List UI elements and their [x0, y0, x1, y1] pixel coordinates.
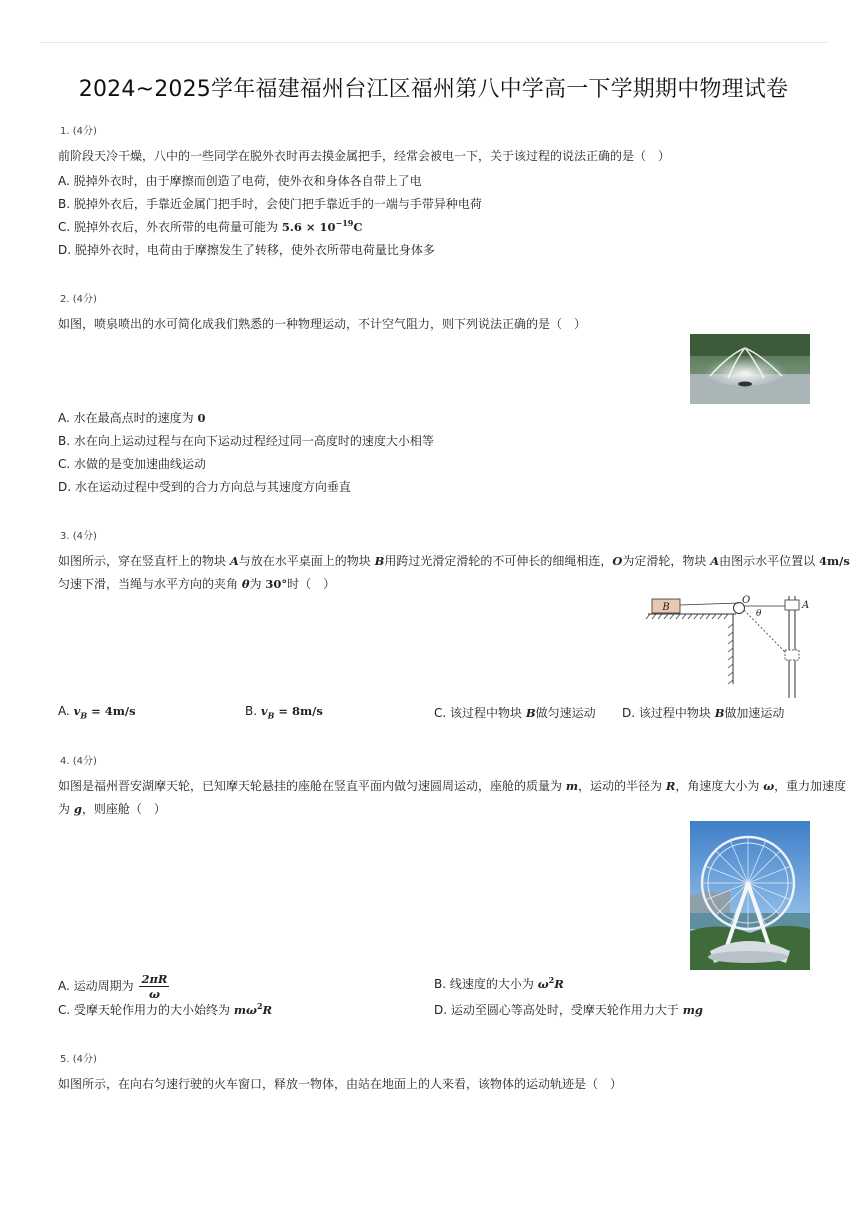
- question-number: 1.: [60, 126, 70, 137]
- diagram-label-o: O: [742, 595, 751, 606]
- question-3-stem-line-1: 如图所示，穿在竖直杆上的物块 A与放在水平桌面上的物块 B用跨过光滑定滑轮的不可伸长的细绳相连，O为定滑轮，物块 A由图示水平位置以 4m/s: [58, 554, 850, 568]
- q4-option-c[interactable]: C. 受摩天轮作用力的大小始终为 $m\omega^2R$: [58, 1001, 273, 1017]
- charge-value: 5.6 × 10: [281, 220, 336, 234]
- question-3-stem-line-2: 匀速下滑，当绳与水平方向的夹角 θ为 30°时（ ）: [58, 577, 336, 591]
- question-2-header: [60, 290, 97, 305]
- q3-option-d[interactable]: D. 该过程中物块 B做加速运动: [622, 706, 785, 720]
- q2-option-c[interactable]: C. 水做的是变加速曲线运动: [58, 457, 207, 471]
- ferris-wheel-photo: [690, 821, 810, 970]
- question-score: (4分): [72, 294, 97, 305]
- q3-option-b[interactable]: B. $v_B = 8m/s$: [245, 704, 323, 721]
- velocity-value: 0: [197, 411, 206, 425]
- q1-option-b[interactable]: B. 脱掉外衣后，手靠近金属门把手时，会使门把手靠近手的一端与手带异种电荷: [58, 197, 482, 211]
- q2-option-d[interactable]: D. 水在运动过程中受到的合力方向总与其速度方向垂直: [58, 480, 351, 494]
- diagram-label-b: B: [662, 602, 670, 613]
- question-4-stem-line-2: 为 g，则座舱（ ）: [58, 802, 166, 816]
- question-score: (4分): [72, 1054, 97, 1065]
- diagram-label-a: A: [802, 600, 810, 611]
- q1-option-a[interactable]: A. 脱掉外衣时，由于摩擦而创造了电荷，使外衣和身体各自带上了电: [58, 174, 422, 188]
- q4-option-b[interactable]: B. 线速度的大小为 $\omega^2R$: [434, 975, 564, 991]
- fountain-photo: [690, 334, 810, 404]
- question-number: 3.: [60, 531, 70, 542]
- question-4-header: [60, 752, 97, 767]
- q4-option-a[interactable]: A. 运动周期为 $\frac{2\pi R}{\omega}$: [58, 972, 168, 1001]
- question-number: 5.: [60, 1054, 70, 1065]
- q2-option-a[interactable]: [58, 409, 205, 426]
- question-score: (4分): [72, 756, 97, 767]
- question-1-header: [60, 122, 97, 137]
- question-4-stem-line-1: 如图是福州晋安湖摩天轮，已知摩天轮悬挂的座舱在竖直平面内做匀速圆周运动，座舱的质量为 m，运动的半径为 R，角速度大小为 ω，重力加速度: [58, 779, 847, 793]
- page-title: 2024~2025学年福建福州台江区福州第八中学高一下学期期中物理试卷: [78, 77, 789, 102]
- question-5-header: [60, 1050, 97, 1065]
- diagram-label-theta: θ: [756, 609, 762, 619]
- q4-option-d[interactable]: D. 运动至圆心等高处时，受摩天轮作用力大于 mg: [434, 1003, 703, 1017]
- option-text: A. 水在最高点时的速度为: [58, 411, 198, 425]
- pulley-diagram: [644, 594, 814, 700]
- q1-option-c[interactable]: [58, 218, 362, 235]
- question-number: 2.: [60, 294, 70, 305]
- charge-exponent: −19: [335, 218, 354, 228]
- question-number: 4.: [60, 756, 70, 767]
- q1-option-d[interactable]: D. 脱掉外衣时，电荷由于摩擦发生了转移，使外衣所带电荷量比身体多: [58, 243, 435, 257]
- q3-option-c[interactable]: C. 该过程中物块 B做匀速运动: [434, 706, 596, 720]
- q3-option-a[interactable]: A. $v_B = 4m/s$: [58, 704, 136, 721]
- question-score: (4分): [72, 126, 97, 137]
- question-1-stem: 前阶段天冷干燥，八中的一些同学在脱外衣时再去摸金属把手，经常会被电一下，关于该过程的说法正确的是（ ）: [58, 149, 671, 163]
- q2-option-b[interactable]: B. 水在向上运动过程与在向下运动过程经过同一高度时的速度大小相等: [58, 434, 434, 448]
- option-text: C. 脱掉外衣后，外衣所带的电荷量可能为: [58, 220, 282, 234]
- question-2-stem: 如图，喷泉喷出的水可简化成我们熟悉的一种物理运动，不计空气阻力，则下列说法正确的是（ ）: [58, 317, 587, 331]
- charge-unit: C: [353, 220, 363, 234]
- header-rule: [40, 42, 827, 43]
- question-5-stem: 如图所示，在向右匀速行驶的火车窗口，释放一物体，由站在地面上的人来看，该物体的运动轨迹是（ ）: [58, 1077, 623, 1091]
- question-3-header: [60, 527, 97, 542]
- fraction-denominator: ω: [148, 987, 160, 1001]
- question-score: (4分): [72, 531, 97, 542]
- fraction-numerator: 2πR: [141, 972, 168, 986]
